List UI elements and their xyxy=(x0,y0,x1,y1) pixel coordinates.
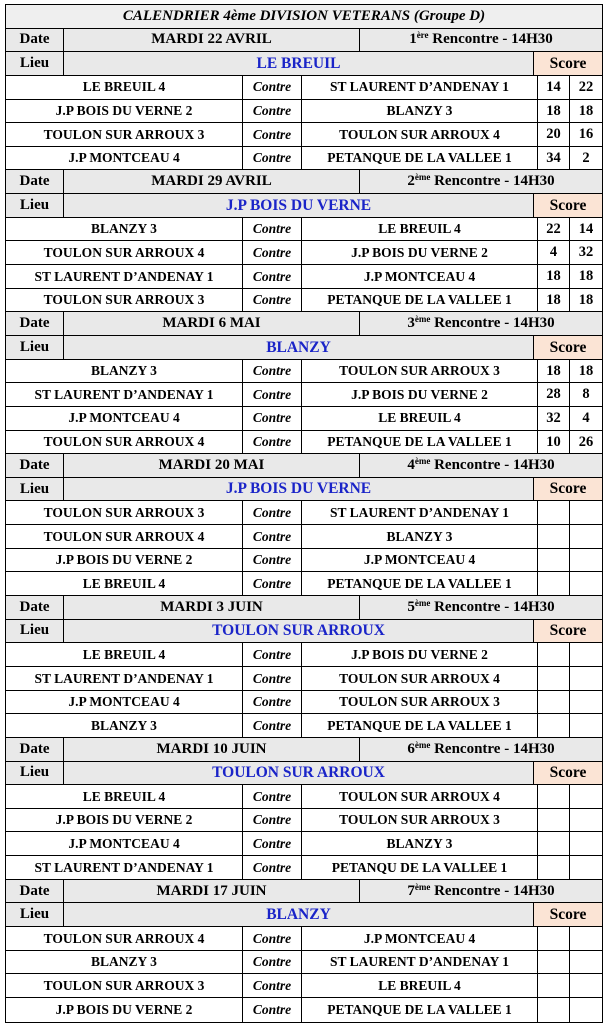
versus-label: Contre xyxy=(243,360,302,383)
score-header: Score xyxy=(534,194,602,217)
away-team: ST LAURENT D’ANDENAY 1 xyxy=(302,76,538,99)
home-score xyxy=(538,832,570,855)
match-row xyxy=(6,856,602,880)
round-number xyxy=(360,738,602,761)
home-team: LE BREUIL 4 xyxy=(6,572,243,595)
away-team: ST LAURENT D’ANDENAY 1 xyxy=(302,501,538,524)
lieu-label: Lieu xyxy=(6,762,64,785)
match-row xyxy=(6,407,602,431)
round-label: Rencontre - 14H30 xyxy=(434,598,555,615)
score-header: Score xyxy=(534,903,602,926)
versus-label: Contre xyxy=(243,927,302,950)
versus-label: Contre xyxy=(243,123,302,146)
versus-label: Contre xyxy=(243,383,302,406)
lieu-row xyxy=(6,336,602,360)
versus-label: Contre xyxy=(243,974,302,997)
home-score xyxy=(538,667,570,690)
versus-label: Contre xyxy=(243,147,302,170)
match-row xyxy=(6,927,602,951)
versus-label: Contre xyxy=(243,265,302,288)
round-ordinal-suffix: ème xyxy=(414,739,431,750)
home-score xyxy=(538,809,570,832)
match-row xyxy=(6,998,602,1022)
home-team: J.P MONTCEAU 4 xyxy=(6,832,243,855)
home-score xyxy=(538,572,570,595)
home-team: TOULON SUR ARROUX 4 xyxy=(6,241,243,264)
round-number xyxy=(360,880,602,903)
home-score xyxy=(538,785,570,808)
round-number xyxy=(360,170,602,193)
lieu-label: Lieu xyxy=(6,903,64,926)
away-team: PETANQUE DE LA VALLEE 1 xyxy=(302,572,538,595)
away-score: 2 xyxy=(582,149,590,166)
home-team: BLANZY 3 xyxy=(6,714,243,737)
score-header: Score xyxy=(534,478,602,501)
home-team: LE BREUIL 4 xyxy=(6,785,243,808)
versus-label: Contre xyxy=(243,549,302,572)
calendar-title: CALENDRIER 4ème DIVISION VETERANS (Groupe D) xyxy=(6,5,602,29)
home-score xyxy=(538,951,570,974)
home-team: LE BREUIL 4 xyxy=(6,76,243,99)
home-score xyxy=(538,525,570,548)
score-header: Score xyxy=(534,52,602,75)
round-ordinal: 6 xyxy=(407,740,415,757)
match-row xyxy=(6,525,602,549)
match-row xyxy=(6,643,602,667)
venue-name: J.P BOIS DU VERNE xyxy=(64,478,534,501)
away-team: TOULON SUR ARROUX 4 xyxy=(302,785,538,808)
away-score xyxy=(570,667,602,690)
versus-label: Contre xyxy=(243,76,302,99)
lieu-row xyxy=(6,620,602,644)
home-score xyxy=(538,927,570,950)
match-row xyxy=(6,785,602,809)
versus-label: Contre xyxy=(243,714,302,737)
round-date: MARDI 17 JUIN xyxy=(64,880,360,903)
away-team: J.P MONTCEAU 4 xyxy=(302,549,538,572)
away-team: TOULON SUR ARROUX 4 xyxy=(302,123,538,146)
venue-name: BLANZY xyxy=(64,336,534,359)
away-team: BLANZY 3 xyxy=(302,525,538,548)
round-date: MARDI 3 JUIN xyxy=(64,596,360,619)
date-row xyxy=(6,454,602,478)
away-team: PETANQUE DE LA VALLEE 1 xyxy=(302,998,538,1022)
home-score xyxy=(538,501,570,524)
home-team: ST LAURENT D’ANDENAY 1 xyxy=(6,383,243,406)
match-row xyxy=(6,951,602,975)
match-row xyxy=(6,974,602,998)
round-ordinal: 3 xyxy=(407,315,415,332)
home-score xyxy=(538,974,570,997)
rounds-container xyxy=(6,29,602,1022)
round-ordinal-suffix: ème xyxy=(414,881,431,892)
round-ordinal-suffix: ème xyxy=(414,455,431,466)
away-team: TOULON SUR ARROUX 3 xyxy=(302,809,538,832)
away-team: TOULON SUR ARROUX 3 xyxy=(302,360,538,383)
match-row xyxy=(6,549,602,573)
lieu-label: Lieu xyxy=(6,478,64,501)
match-row xyxy=(6,147,602,171)
venue-name: TOULON SUR ARROUX xyxy=(64,620,534,643)
home-team: BLANZY 3 xyxy=(6,951,243,974)
round-date: MARDI 6 MAI xyxy=(64,312,360,335)
away-score xyxy=(570,974,602,997)
home-team: BLANZY 3 xyxy=(6,218,243,241)
round-label: Rencontre - 14H30 xyxy=(434,882,555,899)
away-team: PETANQUE DE LA VALLEE 1 xyxy=(302,431,538,454)
away-team: J.P BOIS DU VERNE 2 xyxy=(302,383,538,406)
away-score xyxy=(570,856,602,879)
home-team: BLANZY 3 xyxy=(6,360,243,383)
home-score: 18 xyxy=(538,360,570,383)
match-row xyxy=(6,572,602,596)
versus-label: Contre xyxy=(243,572,302,595)
versus-label: Contre xyxy=(243,856,302,879)
match-row xyxy=(6,100,602,124)
home-team: TOULON SUR ARROUX 3 xyxy=(6,123,243,146)
away-team: LE BREUIL 4 xyxy=(302,407,538,430)
away-score xyxy=(570,809,602,832)
home-score: 10 xyxy=(538,431,570,454)
home-team: TOULON SUR ARROUX 3 xyxy=(6,289,243,312)
round-ordinal-suffix: ère xyxy=(416,30,429,41)
away-score xyxy=(570,927,602,950)
versus-label: Contre xyxy=(243,691,302,714)
date-label: Date xyxy=(6,29,64,52)
match-row xyxy=(6,265,602,289)
home-team: J.P BOIS DU VERNE 2 xyxy=(6,809,243,832)
round-number xyxy=(360,312,602,335)
round-label: Rencontre - 14H30 xyxy=(434,740,555,757)
away-score: 8 xyxy=(582,386,590,403)
home-score: 18 xyxy=(538,265,570,288)
versus-label: Contre xyxy=(243,785,302,808)
versus-label: Contre xyxy=(243,525,302,548)
away-score xyxy=(570,572,602,595)
away-score: 4 xyxy=(582,409,590,426)
lieu-label: Lieu xyxy=(6,52,64,75)
away-score xyxy=(570,832,602,855)
score-header: Score xyxy=(534,336,602,359)
match-row xyxy=(6,123,602,147)
venue-name: BLANZY xyxy=(64,903,534,926)
away-team: TOULON SUR ARROUX 4 xyxy=(302,667,538,690)
away-score xyxy=(570,998,602,1022)
date-row xyxy=(6,29,602,53)
versus-label: Contre xyxy=(243,100,302,123)
away-team: ST LAURENT D’ANDENAY 1 xyxy=(302,951,538,974)
date-row xyxy=(6,312,602,336)
away-score: 16 xyxy=(578,126,594,143)
date-row xyxy=(6,596,602,620)
away-score xyxy=(570,785,602,808)
round-ordinal: 1 xyxy=(409,31,417,48)
away-team: PETANQUE DE LA VALLEE 1 xyxy=(302,289,538,312)
lieu-row xyxy=(6,903,602,927)
versus-label: Contre xyxy=(243,809,302,832)
round-label: Rencontre - 14H30 xyxy=(434,173,555,190)
home-score: 32 xyxy=(538,407,570,430)
away-team: J.P MONTCEAU 4 xyxy=(302,265,538,288)
away-score xyxy=(570,714,602,737)
round-ordinal-suffix: ème xyxy=(414,314,431,325)
home-team: LE BREUIL 4 xyxy=(6,643,243,666)
lieu-row xyxy=(6,52,602,76)
round-label: Rencontre - 14H30 xyxy=(434,315,555,332)
away-score xyxy=(570,951,602,974)
match-row xyxy=(6,501,602,525)
date-label: Date xyxy=(6,738,64,761)
home-score: 14 xyxy=(538,76,570,99)
round-number xyxy=(360,29,602,52)
versus-label: Contre xyxy=(243,998,302,1022)
away-score: 18 xyxy=(578,362,594,379)
match-row xyxy=(6,431,602,455)
away-score xyxy=(570,549,602,572)
date-label: Date xyxy=(6,312,64,335)
away-team: BLANZY 3 xyxy=(302,100,538,123)
home-score: 22 xyxy=(538,218,570,241)
match-row xyxy=(6,218,602,242)
calendar-table xyxy=(5,4,603,1023)
away-score: 26 xyxy=(578,433,594,450)
round-number xyxy=(360,454,602,477)
home-team: TOULON SUR ARROUX 4 xyxy=(6,525,243,548)
round-date: MARDI 29 AVRIL xyxy=(64,170,360,193)
home-team: J.P MONTCEAU 4 xyxy=(6,691,243,714)
versus-label: Contre xyxy=(243,951,302,974)
home-team: J.P MONTCEAU 4 xyxy=(6,147,243,170)
home-score xyxy=(538,998,570,1022)
home-score: 20 xyxy=(538,123,570,146)
venue-name: TOULON SUR ARROUX xyxy=(64,762,534,785)
round-label: Rencontre - 14H30 xyxy=(432,31,553,48)
date-row xyxy=(6,738,602,762)
away-score: 18 xyxy=(578,102,594,119)
date-row xyxy=(6,880,602,904)
lieu-label: Lieu xyxy=(6,194,64,217)
home-team: TOULON SUR ARROUX 3 xyxy=(6,974,243,997)
away-score: 18 xyxy=(578,291,594,308)
away-score xyxy=(570,525,602,548)
match-row xyxy=(6,76,602,100)
round-date: MARDI 10 JUIN xyxy=(64,738,360,761)
match-row xyxy=(6,360,602,384)
away-team: BLANZY 3 xyxy=(302,832,538,855)
match-row xyxy=(6,241,602,265)
away-team: TOULON SUR ARROUX 3 xyxy=(302,691,538,714)
round-label: Rencontre - 14H30 xyxy=(434,456,555,473)
away-score: 22 xyxy=(578,78,594,95)
versus-label: Contre xyxy=(243,218,302,241)
away-team: LE BREUIL 4 xyxy=(302,974,538,997)
round-ordinal-suffix: ème xyxy=(414,172,431,183)
versus-label: Contre xyxy=(243,501,302,524)
lieu-row xyxy=(6,194,602,218)
lieu-row xyxy=(6,762,602,786)
home-score xyxy=(538,643,570,666)
home-score xyxy=(538,714,570,737)
away-team: PETANQUE DE LA VALLEE 1 xyxy=(302,714,538,737)
venue-name: J.P BOIS DU VERNE xyxy=(64,194,534,217)
round-ordinal: 5 xyxy=(407,598,415,615)
away-score: 18 xyxy=(578,268,594,285)
round-ordinal-suffix: ème xyxy=(414,597,431,608)
home-team: TOULON SUR ARROUX 3 xyxy=(6,501,243,524)
home-team: ST LAURENT D’ANDENAY 1 xyxy=(6,856,243,879)
round-date: MARDI 22 AVRIL xyxy=(64,29,360,52)
home-score: 18 xyxy=(538,289,570,312)
versus-label: Contre xyxy=(243,241,302,264)
lieu-label: Lieu xyxy=(6,336,64,359)
score-header: Score xyxy=(534,620,602,643)
date-label: Date xyxy=(6,170,64,193)
away-team: PETANQUE DE LA VALLEE 1 xyxy=(302,147,538,170)
match-row xyxy=(6,832,602,856)
lieu-row xyxy=(6,478,602,502)
home-score xyxy=(538,549,570,572)
versus-label: Contre xyxy=(243,667,302,690)
home-team: TOULON SUR ARROUX 4 xyxy=(6,431,243,454)
match-row xyxy=(6,383,602,407)
round-ordinal: 2 xyxy=(407,173,415,190)
home-score: 34 xyxy=(538,147,570,170)
home-score: 28 xyxy=(538,383,570,406)
match-row xyxy=(6,691,602,715)
away-team: PETANQU DE LA VALLEE 1 xyxy=(302,856,538,879)
lieu-label: Lieu xyxy=(6,620,64,643)
home-team: J.P BOIS DU VERNE 2 xyxy=(6,998,243,1022)
score-header: Score xyxy=(534,762,602,785)
home-team: J.P BOIS DU VERNE 2 xyxy=(6,100,243,123)
away-team: J.P BOIS DU VERNE 2 xyxy=(302,241,538,264)
versus-label: Contre xyxy=(243,407,302,430)
away-score: 32 xyxy=(578,244,594,261)
match-row xyxy=(6,289,602,313)
date-row xyxy=(6,170,602,194)
match-row xyxy=(6,714,602,738)
away-team: LE BREUIL 4 xyxy=(302,218,538,241)
venue-name: LE BREUIL xyxy=(64,52,534,75)
home-score: 4 xyxy=(538,241,570,264)
home-score xyxy=(538,691,570,714)
home-score: 18 xyxy=(538,100,570,123)
date-label: Date xyxy=(6,454,64,477)
round-date: MARDI 20 MAI xyxy=(64,454,360,477)
away-score xyxy=(570,643,602,666)
home-team: J.P BOIS DU VERNE 2 xyxy=(6,549,243,572)
round-number xyxy=(360,596,602,619)
away-score: 14 xyxy=(578,220,594,237)
round-ordinal: 7 xyxy=(407,882,415,899)
away-score xyxy=(570,691,602,714)
home-team: J.P MONTCEAU 4 xyxy=(6,407,243,430)
home-score xyxy=(538,856,570,879)
home-team: TOULON SUR ARROUX 4 xyxy=(6,927,243,950)
date-label: Date xyxy=(6,880,64,903)
versus-label: Contre xyxy=(243,643,302,666)
versus-label: Contre xyxy=(243,832,302,855)
date-label: Date xyxy=(6,596,64,619)
round-ordinal: 4 xyxy=(407,456,415,473)
away-team: J.P MONTCEAU 4 xyxy=(302,927,538,950)
match-row xyxy=(6,809,602,833)
away-team: J.P BOIS DU VERNE 2 xyxy=(302,643,538,666)
match-row xyxy=(6,667,602,691)
versus-label: Contre xyxy=(243,289,302,312)
home-team: ST LAURENT D’ANDENAY 1 xyxy=(6,265,243,288)
versus-label: Contre xyxy=(243,431,302,454)
away-score xyxy=(570,501,602,524)
home-team: ST LAURENT D’ANDENAY 1 xyxy=(6,667,243,690)
